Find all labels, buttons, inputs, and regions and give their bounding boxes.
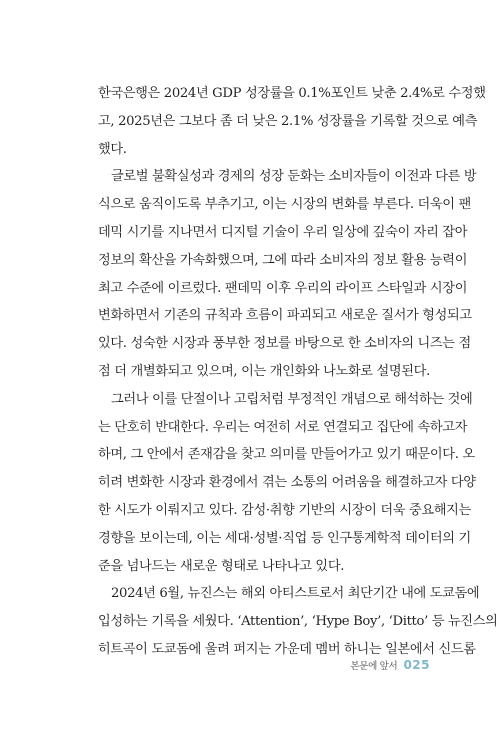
text-line: 히려 변화한 시장과 환경에서 겪는 소통의 어려움을 해결하고자 다양 xyxy=(98,475,476,491)
text-line: 변화하면서 기존의 규칙과 흐름이 파괴되고 새로운 질서가 형성되고 xyxy=(98,308,472,324)
text-line: 데믹 시기를 지나면서 디지털 기술이 우리 일상에 깊숙이 자리 잡아 xyxy=(98,224,468,240)
text-line: 점 더 개별화되고 있으며, 이는 개인화와 나노화로 설명된다. xyxy=(98,363,430,379)
text-line: 했다. xyxy=(98,141,127,157)
text-line: 입성하는 기록을 세웠다. ‘Attention’, ‘Hype Boy’, ‘Ditto’ 등 뉴진스의 xyxy=(98,614,498,630)
text-line: 그러나 이를 단절이나 고립처럼 부정적인 개념으로 해석하는 것에 xyxy=(111,391,473,407)
text-line: 있다. 성숙한 시장과 풍부한 정보를 바탕으로 한 소비자의 니즈는 점 xyxy=(98,336,471,352)
text-line: 히트곡이 도쿄돔에 울려 퍼지는 가운데 멤버 하니는 일본에서 신드롬 xyxy=(98,641,476,657)
text-line: 는 단호히 반대한다. 우리는 여전히 서로 연결되고 집단에 속하고자 xyxy=(98,419,468,435)
body-text xyxy=(98,80,498,664)
text-line: 글로벌 불확실성과 경제의 성장 둔화는 소비자들이 이전과 다른 방 xyxy=(111,169,477,185)
text-line: 2024년 6월, 뉴진스는 해외 아티스트로서 최단기간 내에 도쿄돔에 xyxy=(111,586,480,602)
text-line: 한 시도가 이뤄지고 있다. 감성·취향 기반의 시장이 더욱 중요해지는 xyxy=(98,502,471,518)
text-line: 준을 넘나드는 새로운 형태로 나타나고 있다. xyxy=(98,558,345,574)
paragraph-1 xyxy=(98,80,486,163)
paragraph-2 xyxy=(98,163,477,385)
running-section-title: 본문에 앞서 xyxy=(350,661,398,672)
text-line: 최고 수준에 이르렀다. 팬데믹 이후 우리의 라이프 스타일과 시장이 xyxy=(98,280,468,296)
text-line: 정보의 확산을 가속화했으며, 그에 따라 소비자의 정보 활용 능력이 xyxy=(98,252,468,268)
text-line: 경향을 보이는데, 이는 세대·성별·직업 등 인구통계학적 데이터의 기 xyxy=(98,530,471,546)
page-number: 025 xyxy=(403,658,430,672)
text-line: 하며, 그 안에서 존재감을 찾고 의미를 만들어가고 있기 때문이다. 오 xyxy=(98,447,475,463)
paragraph-3 xyxy=(98,386,476,581)
text-line: 고, 2025년은 그보다 좀 더 낮은 2.1% 성장률을 기록할 것으로 예측 xyxy=(98,113,478,129)
paragraph-4 xyxy=(98,580,498,663)
text-line: 한국은행은 2024년 GDP 성장률을 0.1%포인트 낮춘 2.4%로 수정했 xyxy=(98,86,486,101)
page-footer xyxy=(98,654,430,673)
text-line: 식으로 움직이도록 부추기고, 이는 시장의 변화를 부른다. 더욱이 팬 xyxy=(98,197,471,213)
